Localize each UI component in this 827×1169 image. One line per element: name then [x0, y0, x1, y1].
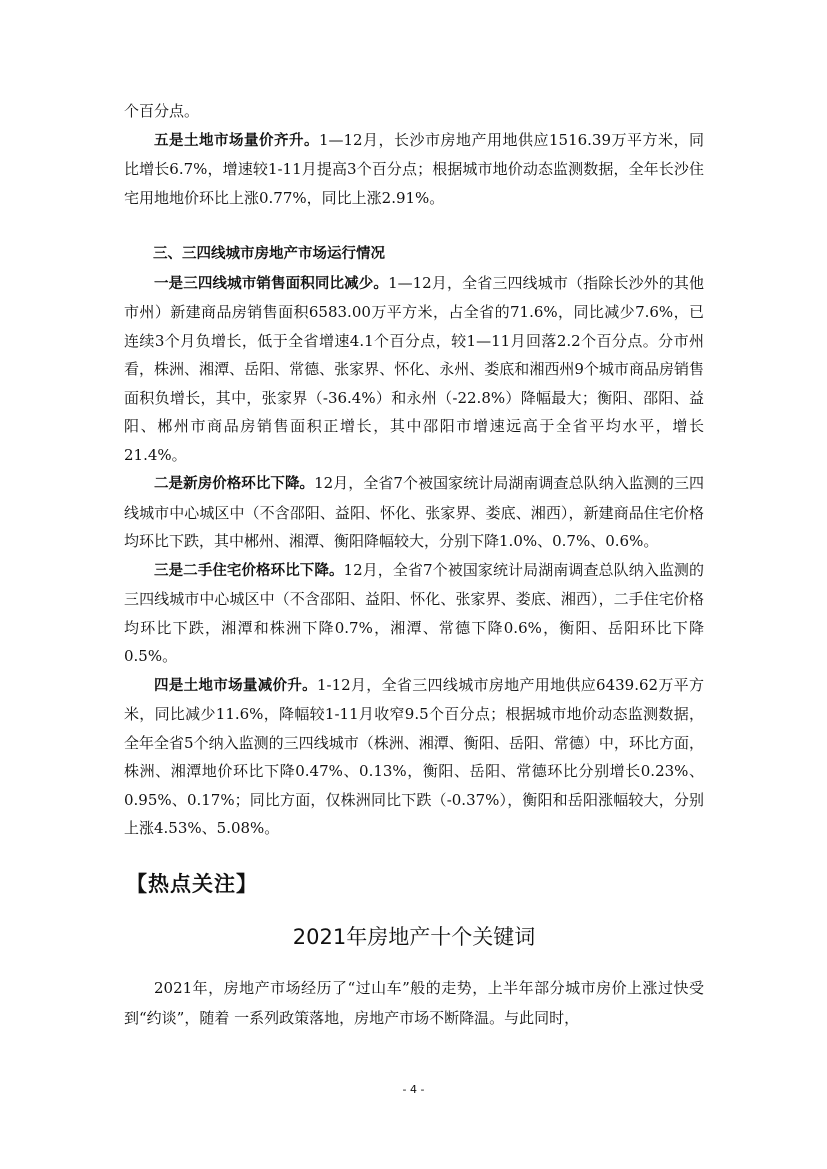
paragraph-land-changsha	[124, 126, 704, 213]
paragraph-land-34	[124, 671, 704, 843]
paragraph-lead: 二是新房价格环比下降。	[154, 476, 315, 492]
paragraph-new-price	[124, 469, 704, 556]
article-body	[124, 973, 704, 1033]
paragraph-sales	[124, 269, 704, 470]
section-title: 三、三四线城市房地产市场运行情况	[153, 246, 385, 262]
paragraph-lead: 五是土地市场量价齐升。	[154, 132, 319, 149]
paragraph-lead: 三是二手住宅价格环比下降。	[154, 562, 344, 579]
page-number: - 4 -	[402, 1083, 425, 1096]
hot-topic-heading: 【热点关注】	[126, 872, 258, 896]
paragraph-second-hand	[124, 556, 704, 671]
spacer	[124, 212, 704, 240]
paragraph-lead: 四是土地市场量减价升。	[154, 677, 317, 694]
paragraph-lead: 一是三四线城市销售面积同比减少。	[154, 275, 389, 292]
paragraph-text: 1—12月，长沙市房地产用地供应1516.39万平方米，同比增长6.7%，增速较1-11月提高3个百分点；根据城市地价动态监测数据，全年长沙住宅用地地价环比上涨0.77%，同比上涨2.91%。	[124, 130, 704, 207]
paragraph-text: 12月，全省7个被国家统计局湖南调查总队纳入监测的三四线城市中心城区中（不含邵阳、益阳、怀化、张家界、娄底、湘西），二手住宅价格均环比下跌，湘潭和株洲下降0.7%，湘潭、常德下降0.6%，衡阳、岳阳环比下降0.5%。	[124, 560, 705, 665]
paragraph-text: 1—12月，全省三四线城市（指除长沙外的其他市州）新建商品房销售面积6583.00万平方米，占全省的71.6%，同比减少7.6%，已连续3个月负增长，低于全省增速4.1个百分点，较1—11月回落2.2个百分点。分市州看，株洲、湘潭、岳阳、常德、张家界、怀化、永州、娄底和湘西州9个城市商品房销售面积负增长，其中，张家界（-36.4%）和永州（-22.8%）降幅最大；衡阳、邵阳、益阳、郴州市商品房销售面积正增长，其中邵阳市增速远高于全省平均水平，增长21.4%。	[124, 273, 705, 464]
article-title: 2021年房地产十个关键词	[292, 925, 536, 949]
paragraph-text: 12月，全省7个被国家统计局湖南调查总队纳入监测的三四线城市中心城区中（不含邵阳、益阳、怀化、张家界、娄底、湘西），新建商品住宅价格均环比下跌，其中郴州、湘潭、衡阳降幅较大，分别下降1.0%、0.7%、0.6%。	[124, 474, 705, 550]
report-body	[124, 97, 704, 843]
top-fragment: 个百分点。	[124, 102, 200, 120]
article-intro: 2021年，房地产市场经历了“过山车”般的走势，上半年部分城市房价上涨过快受到“约谈”，随着 一系列政策落地，房地产市场不断降温。与此同时，	[124, 979, 704, 1027]
paragraph-text: 1-12月，全省三四线城市房地产用地供应6439.62万平方米，同比减少11.6%，降幅较1-11月收窄9.5个百分点；根据城市地价动态监测数据，全年全省5个纳入监测的三四线城市（株洲、湘潭、衡阳、岳阳、常德）中，环比方面，株洲、湘潭地价环比下降0.47%、0.13%，衡阳、岳阳、常德环比分别增长0.23%、0.95%、0.17%；同比方面，仅株洲同比下跌（-0.37%），衡阳和岳阳涨幅较大，分别上涨4.53%、5.08%。	[124, 675, 704, 837]
